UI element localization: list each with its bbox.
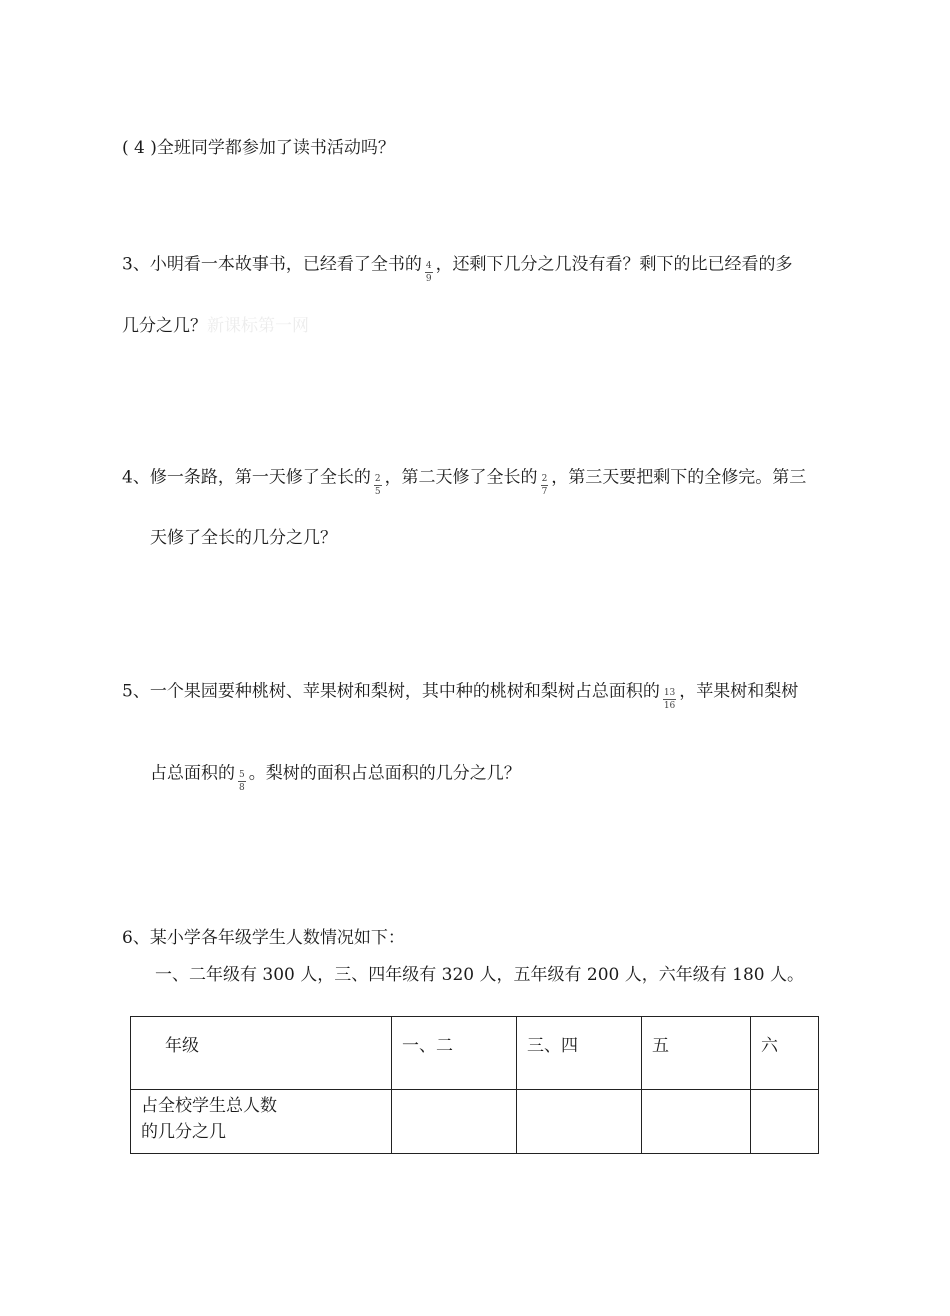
question-4-text-c: ，第三天要把剩下的全修完。第三 — [551, 467, 807, 488]
row-label-fraction-of-total — [131, 1090, 392, 1154]
fraction-denominator: 8 — [239, 783, 245, 793]
question-4-text-a: 4、修一条路，第一天修了全长的 — [122, 467, 371, 488]
header-cell-grade-1-2: 一、二 — [392, 1017, 517, 1090]
fraction-4-9 — [425, 262, 433, 284]
fraction-2-5 — [374, 475, 382, 497]
header-cell-grade-6: 六 — [751, 1017, 819, 1090]
fraction-numerator: 4 — [425, 261, 432, 271]
question-4-text-d: 天修了全长的几分之几？ — [150, 528, 337, 548]
fraction-denominator: 16 — [663, 701, 676, 711]
question-5-text-c: 占总面积的 — [150, 763, 235, 784]
question-4-line-1 — [122, 467, 807, 497]
question-2-part-4 — [122, 140, 395, 157]
table-header-row — [131, 1017, 819, 1090]
fraction-numerator: 2 — [541, 474, 548, 484]
question-6-description-text: 一、二年级有 300 人，三、四年级有 320 人，五年级有 200 人，六年级有 180 人。 — [155, 965, 805, 985]
answer-cell-grade-5[interactable] — [642, 1090, 751, 1154]
header-cell-grade-3-4: 三、四 — [517, 1017, 642, 1090]
question-4-text-b: ，第二天修了全长的 — [384, 467, 538, 488]
fraction-2-7 — [541, 475, 549, 497]
fraction-13-16 — [663, 689, 676, 711]
question-5-text-d: 。梨树的面积占总面积的几分之几？ — [248, 763, 521, 784]
question-3-line-1 — [122, 254, 793, 284]
question-3-text-b: ，还剩下几分之几没有看？剩下的比已经看的多 — [435, 254, 793, 275]
question-3-text-a: 3、小明看一本故事书，已经看了全书的 — [122, 254, 422, 275]
fraction-denominator: 9 — [425, 274, 432, 284]
question-5-line-1 — [122, 681, 799, 711]
question-2-part-4-text: ( 4 )全班同学都参加了读书活动吗？ — [122, 138, 395, 158]
fraction-numerator: 13 — [663, 688, 676, 698]
fraction-numerator: 2 — [374, 474, 381, 484]
grade-table — [130, 1016, 819, 1154]
question-5-text-a: 5、一个果园要种桃树、苹果树和梨树，其中种的桃树和梨树占总面积的 — [122, 681, 660, 702]
question-3-line-2 — [122, 318, 309, 335]
header-cell-grade-5: 五 — [642, 1017, 751, 1090]
question-6-description — [155, 967, 804, 984]
watermark-text: 新课标第一网 — [207, 316, 309, 336]
question-6-title — [122, 930, 405, 947]
question-5-line-2 — [150, 763, 521, 793]
fraction-denominator: 5 — [374, 487, 381, 497]
answer-cell-grade-1-2[interactable] — [392, 1090, 517, 1154]
row-label-line-2: 的几分之几 — [141, 1121, 226, 1142]
question-6-title-text: 6、某小学各年级学生人数情况如下： — [122, 928, 405, 948]
question-4-line-2 — [150, 530, 337, 547]
fraction-numerator: 5 — [239, 770, 245, 780]
answer-cell-grade-3-4[interactable] — [517, 1090, 642, 1154]
question-3-text-c: 几分之几？ — [122, 316, 207, 336]
question-5-text-b: ，苹果树和梨树 — [679, 681, 799, 702]
answer-cell-grade-6[interactable] — [751, 1090, 819, 1154]
table-row — [131, 1090, 819, 1154]
fraction-5-8 — [238, 771, 246, 793]
fraction-denominator: 7 — [541, 487, 548, 497]
row-label-line-1: 占全校学生总人数 — [141, 1096, 277, 1116]
header-cell-grade: 年级 — [131, 1017, 392, 1090]
